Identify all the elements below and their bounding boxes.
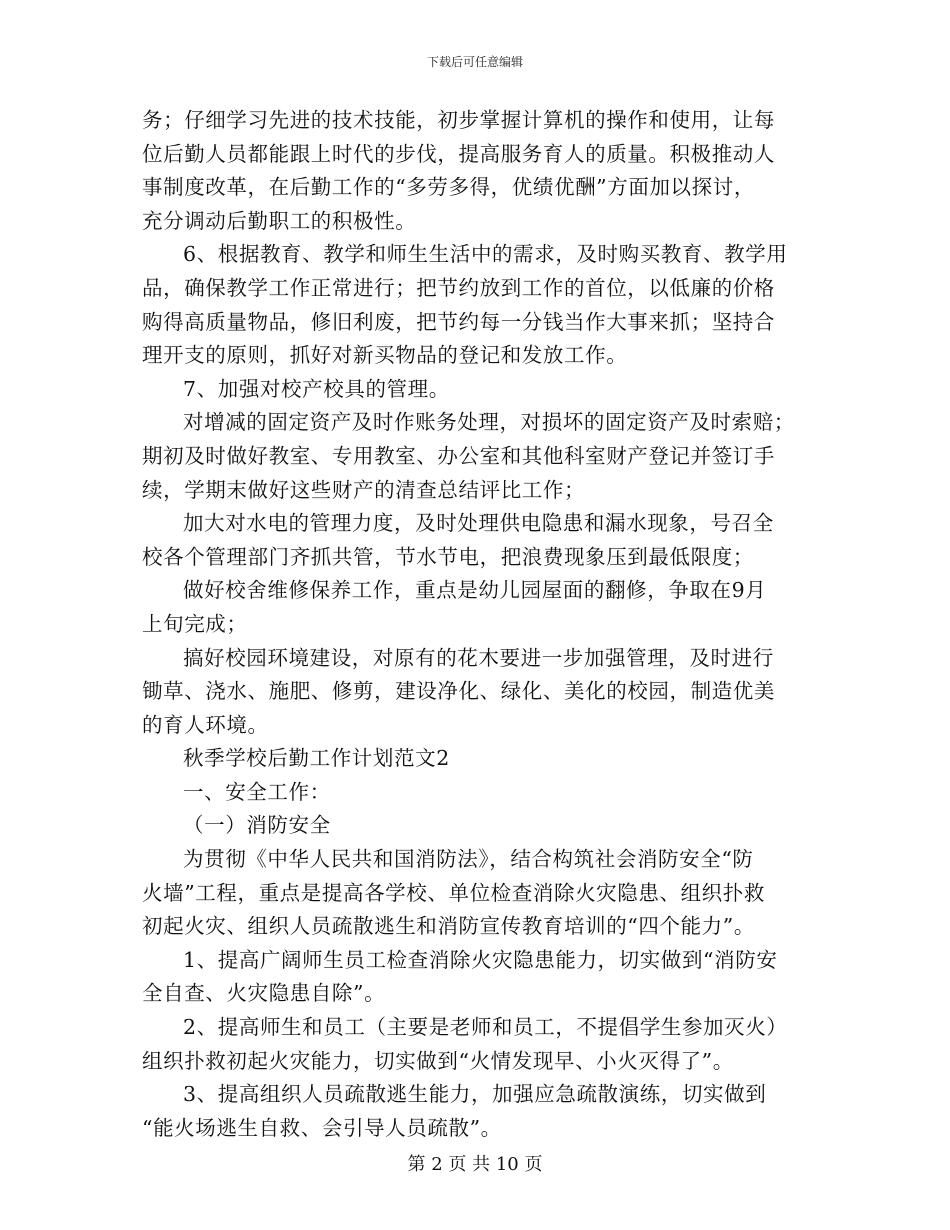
body-line: 2、提高师生和员工（主要是老师和员工，不提倡学生参加灭火） bbox=[183, 1015, 788, 1040]
body-line: 全自查、火灾隐患自除”。 bbox=[142, 981, 386, 1006]
body-line: 对增减的固定资产及时作账务处理，对损坏的固定资产及时索赔； bbox=[183, 410, 795, 435]
body-line: 6、根据教育、教学和师生生活中的需求，及时购买教育、教学用 bbox=[183, 242, 788, 267]
body-line: 为贯彻《中华人民共和国消防法》，结合构筑社会消防安全“防 bbox=[183, 847, 754, 872]
body-line: “能火场逃生自救、会引导人员疏散”。 bbox=[142, 1115, 502, 1140]
body-line: 购得高质量物品，修旧利废，把节约每一分钱当作大事来抓；坚持合 bbox=[142, 309, 775, 334]
body-line: 1、提高广阔师生员工检查消除火灾隐患能力，切实做到“消防安 bbox=[183, 947, 778, 972]
body-line: 务；仔细学习先进的技术技能，初步掌握计算机的操作和使用，让每 bbox=[142, 108, 775, 132]
body-line: 做好校舍维修保养工作，重点是幼儿园屋面的翻修，争取在9月 bbox=[183, 578, 767, 603]
body-line: 组织扑救初起火灾能力，切实做到“火情发现早、小火灭得了”。 bbox=[142, 1048, 734, 1073]
body-line: 校各个管理部门齐抓共管，节水节电，把浪费现象压到最低限度； bbox=[142, 544, 754, 569]
body-line: 理开支的原则，抓好对新买物品的登记和发放工作。 bbox=[142, 343, 628, 368]
body-line: 充分调动后勤职工的积极性。 bbox=[142, 208, 417, 233]
body-line: 锄草、浇水、施肥、修剪，建设净化、绿化、美化的校园，制造优美 bbox=[142, 679, 775, 704]
body-line: 搞好校园环境建设，对原有的花木要进一步加强管理，及时进行 bbox=[183, 645, 774, 670]
subsection-heading: （一）消防安全 bbox=[183, 813, 331, 838]
body-line: 初起火灾、组织人员疏散逃生和消防宣传教育培训的“四个能力”。 bbox=[142, 914, 755, 939]
body-line: 事制度改革，在后勤工作的“多劳多得，优绩优酬”方面加以探讨， bbox=[142, 175, 755, 200]
page-header-note: 下载后可任意编辑 bbox=[426, 55, 523, 69]
section-title: 秋季学校后勤工作计划范文2 bbox=[183, 746, 450, 771]
body-line: 3、提高组织人员疏散逃生能力，加强应急疏散演练，切实做到 bbox=[183, 1082, 767, 1107]
page-number: 第 2 页 共 10 页 bbox=[407, 1154, 543, 1175]
body-line: 7、加强对校产校具的管理。 bbox=[183, 376, 450, 401]
section-heading: 一、安全工作： bbox=[183, 779, 331, 804]
body-line: 位后勤人员都能跟上时代的步伐，提高服务育人的质量。积极推动人 bbox=[142, 141, 775, 166]
body-line: 火墙”工程，重点是提高各学校、单位检查消除火灾隐患、组织扑救 bbox=[142, 880, 765, 905]
document-body bbox=[142, 104, 810, 1145]
body-line: 加大对水电的管理力度，及时处理供电隐患和漏水现象，号召全 bbox=[183, 511, 774, 536]
body-line: 期初及时做好教室、专用教室、办公室和其他科室财产登记并签订手 bbox=[142, 443, 775, 468]
body-line: 上旬完成； bbox=[142, 611, 248, 636]
body-line: 的育人环境。 bbox=[142, 712, 269, 737]
body-line: 续，学期末做好这些财产的清查总结评比工作； bbox=[142, 477, 586, 502]
body-line: 品，确保教学工作正常进行；把节约放到工作的首位，以低廉的价格 bbox=[142, 275, 775, 300]
